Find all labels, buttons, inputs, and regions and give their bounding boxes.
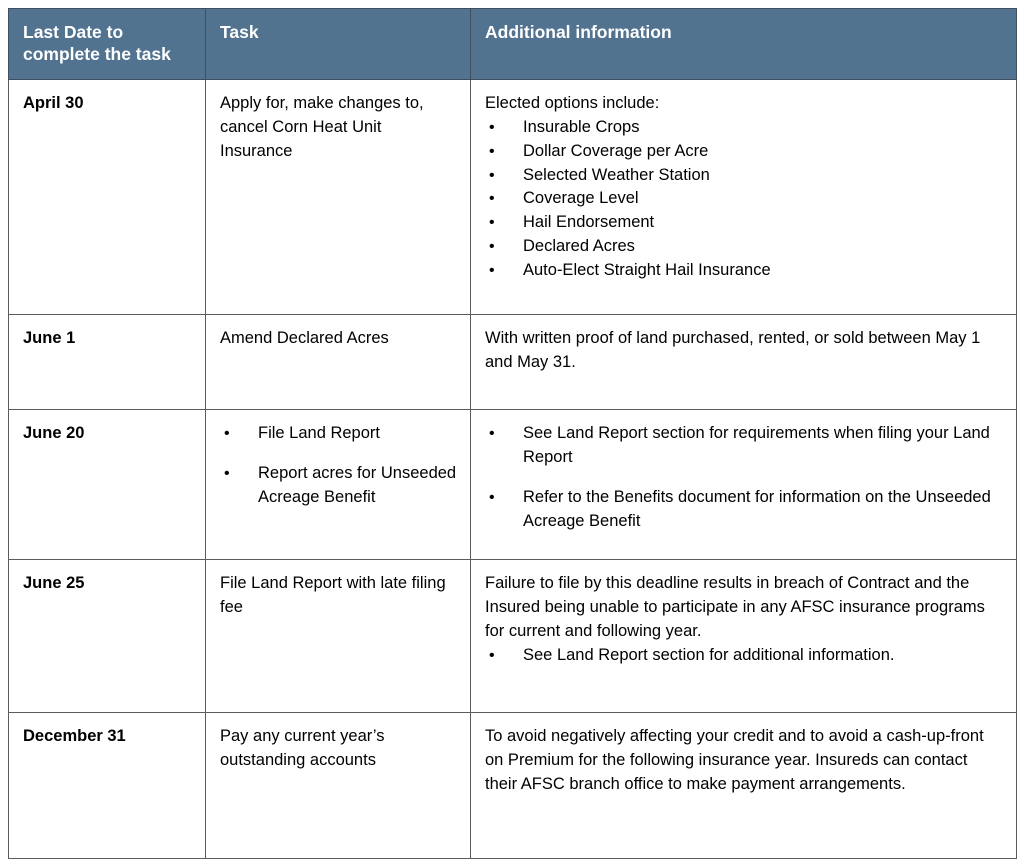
list-item-label: Insurable Crops [523,117,640,136]
list-item-label: Selected Weather Station [523,165,710,184]
bullet-icon: • [489,166,495,184]
list-item [485,140,1004,164]
table-header-row [9,9,1017,80]
list-item-label: See Land Report section for additional information. [523,645,895,664]
list-item [485,486,1004,534]
list-item-label: Report acres for Unseeded Acreage Benefit [258,463,457,506]
info-text: With written proof of land purchased, rented, or sold between May 1 and May 31. [485,328,981,371]
cell-task [206,314,471,409]
cell-date: June 1 [9,314,206,409]
table-row [9,79,1017,314]
column-header-last-date: Last Date to complete the task [9,9,206,80]
bullet-icon: • [489,238,495,256]
list-item [485,116,1004,140]
task-text: Pay any current year’s outstanding accounts [220,726,385,769]
list-item-label: Refer to the Benefits document for information on the Unseeded Acreage Benefit [523,487,991,530]
bullet-icon: • [224,464,230,482]
column-header-additional-information: Additional information [471,9,1017,80]
list-item [485,235,1004,259]
list-item-label: Auto-Elect Straight Hail Insurance [523,261,771,280]
table-row [9,314,1017,409]
list-item-label: Dollar Coverage per Acre [523,141,709,160]
task-text: Apply for, make changes to, cancel Corn Heat Unit Insurance [220,93,424,160]
task-text: File Land Report with late filing fee [220,573,446,616]
info-intro-text: Elected options include: [485,93,660,112]
table-row [9,409,1017,559]
info-text: To avoid negatively affecting your credit and to avoid a cash-up-front on Premium for the following insurance year. Insureds can contact their AFSC branch office to make payment arrangements. [485,726,984,793]
list-item-label: File Land Report [258,423,380,442]
bullet-icon: • [224,424,230,442]
column-header-task: Task [206,9,471,80]
cell-date: June 20 [9,409,206,559]
list-item [485,259,1004,283]
table-header [9,9,1017,80]
cell-additional-information [471,712,1017,858]
list-item [485,211,1004,235]
cell-task [206,712,471,858]
cell-date: December 31 [9,712,206,858]
bullet-icon: • [489,118,495,136]
list-item [220,422,458,446]
info-bullet-list [485,116,1004,283]
info-bullet-list [485,422,1004,534]
cell-task [206,409,471,559]
table-row [9,559,1017,712]
list-item-label: Coverage Level [523,189,639,208]
info-bullet-list [485,644,1004,668]
cell-date: June 25 [9,559,206,712]
table-body [9,79,1017,858]
bullet-icon: • [489,190,495,208]
bullet-icon: • [489,142,495,160]
cell-additional-information [471,79,1017,314]
bullet-icon: • [489,646,495,664]
bullet-icon: • [489,488,495,506]
list-item [485,422,1004,470]
list-item-label: See Land Report section for requirements when filing your Land Report [523,423,990,466]
list-item [485,644,1004,668]
task-text: Amend Declared Acres [220,328,389,347]
task-bullet-list [220,422,458,510]
list-item [485,164,1004,188]
cell-date: April 30 [9,79,206,314]
list-item [220,462,458,510]
bullet-icon: • [489,262,495,280]
info-text: Failure to file by this deadline results in breach of Contract and the Insured being unable to participate in any AFSC insurance programs for current and following year. [485,573,985,640]
list-item-label: Hail Endorsement [523,213,655,232]
cell-additional-information [471,409,1017,559]
cell-additional-information [471,559,1017,712]
bullet-icon: • [489,424,495,442]
bullet-icon: • [489,214,495,232]
list-item-label: Declared Acres [523,237,635,256]
deadlines-table [8,8,1017,859]
table-row [9,712,1017,858]
cell-additional-information [471,314,1017,409]
cell-task [206,79,471,314]
list-item [485,187,1004,211]
cell-task [206,559,471,712]
